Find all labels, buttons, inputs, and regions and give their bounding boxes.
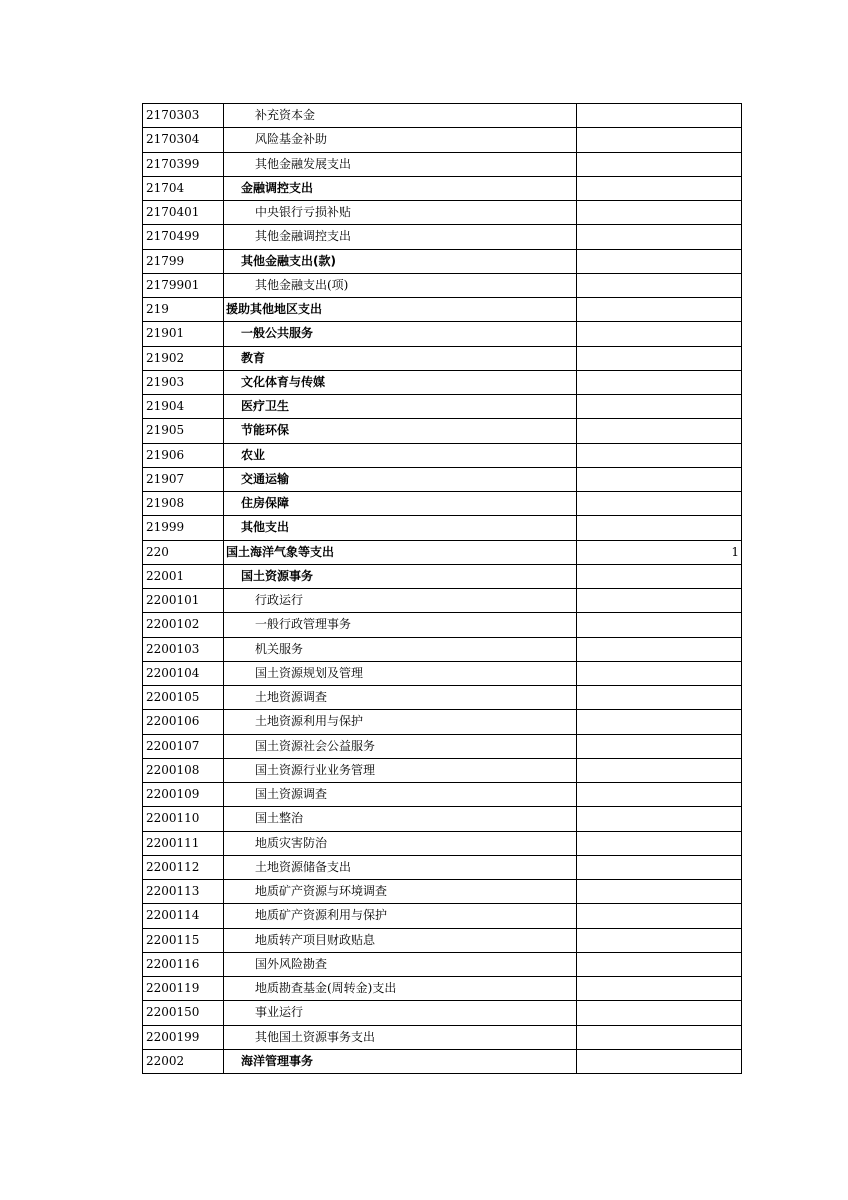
value-cell[interactable] xyxy=(577,346,742,370)
name-cell[interactable]: 文化体育与传媒 xyxy=(224,370,577,394)
name-cell[interactable]: 一般行政管理事务 xyxy=(224,613,577,637)
code-cell[interactable]: 2200108 xyxy=(143,758,224,782)
name-cell[interactable]: 其他金融发展支出 xyxy=(224,152,577,176)
code-cell[interactable]: 2200106 xyxy=(143,710,224,734)
table-row xyxy=(143,540,742,564)
name-cell[interactable]: 其他金融调控支出 xyxy=(224,225,577,249)
value-cell[interactable] xyxy=(577,370,742,394)
code-cell[interactable]: 21905 xyxy=(143,419,224,443)
code-cell[interactable]: 2200102 xyxy=(143,613,224,637)
name-cell[interactable]: 住房保障 xyxy=(224,492,577,516)
table-row xyxy=(143,783,742,807)
code-cell[interactable]: 2170499 xyxy=(143,225,224,249)
value-cell[interactable] xyxy=(577,904,742,928)
value-cell[interactable] xyxy=(577,783,742,807)
name-cell[interactable]: 交通运输 xyxy=(224,467,577,491)
value-cell[interactable] xyxy=(577,1049,742,1073)
table-row xyxy=(143,225,742,249)
table-row xyxy=(143,977,742,1001)
table-row xyxy=(143,176,742,200)
value-cell[interactable] xyxy=(577,467,742,491)
name-cell[interactable]: 国外风险勘查 xyxy=(224,952,577,976)
name-cell[interactable]: 其他国土资源事务支出 xyxy=(224,1025,577,1049)
name-cell[interactable]: 土地资源储备支出 xyxy=(224,855,577,879)
code-cell[interactable]: 219 xyxy=(143,298,224,322)
code-cell[interactable]: 2200101 xyxy=(143,589,224,613)
table-row xyxy=(143,298,742,322)
code-cell[interactable]: 2200199 xyxy=(143,1025,224,1049)
value-cell[interactable] xyxy=(577,492,742,516)
name-cell[interactable]: 其他金融支出(项) xyxy=(224,273,577,297)
table-row xyxy=(143,661,742,685)
name-cell[interactable]: 教育 xyxy=(224,346,577,370)
value-cell[interactable] xyxy=(577,176,742,200)
code-cell[interactable]: 2200104 xyxy=(143,661,224,685)
value-cell[interactable] xyxy=(577,758,742,782)
value-cell[interactable] xyxy=(577,637,742,661)
code-cell[interactable]: 21904 xyxy=(143,395,224,419)
table-row xyxy=(143,370,742,394)
value-cell[interactable] xyxy=(577,395,742,419)
value-cell[interactable] xyxy=(577,1001,742,1025)
name-cell[interactable]: 金融调控支出 xyxy=(224,176,577,200)
name-cell[interactable]: 一般公共服务 xyxy=(224,322,577,346)
code-cell[interactable]: 2170401 xyxy=(143,201,224,225)
value-cell[interactable] xyxy=(577,104,742,128)
code-cell[interactable]: 2170303 xyxy=(143,104,224,128)
name-cell[interactable]: 国土资源调查 xyxy=(224,783,577,807)
name-cell[interactable]: 节能环保 xyxy=(224,419,577,443)
value-cell[interactable] xyxy=(577,661,742,685)
table-row xyxy=(143,1001,742,1025)
name-cell[interactable]: 国土资源行业业务管理 xyxy=(224,758,577,782)
table-row xyxy=(143,855,742,879)
table-row xyxy=(143,201,742,225)
value-cell[interactable] xyxy=(577,613,742,637)
code-cell[interactable]: 2200116 xyxy=(143,952,224,976)
value-cell[interactable] xyxy=(577,128,742,152)
name-cell[interactable]: 其他金融支出(款) xyxy=(224,249,577,273)
name-cell[interactable]: 海洋管理事务 xyxy=(224,1049,577,1073)
value-cell[interactable] xyxy=(577,710,742,734)
table-row xyxy=(143,928,742,952)
code-cell[interactable]: 22002 xyxy=(143,1049,224,1073)
name-cell[interactable]: 其他支出 xyxy=(224,516,577,540)
table-row xyxy=(143,395,742,419)
name-cell[interactable]: 土地资源调查 xyxy=(224,686,577,710)
table-row xyxy=(143,443,742,467)
value-cell[interactable] xyxy=(577,322,742,346)
table-row xyxy=(143,467,742,491)
value-cell[interactable] xyxy=(577,880,742,904)
code-cell[interactable]: 2170399 xyxy=(143,152,224,176)
value-cell[interactable] xyxy=(577,225,742,249)
value-cell[interactable] xyxy=(577,807,742,831)
table-row xyxy=(143,273,742,297)
table-row xyxy=(143,564,742,588)
name-cell[interactable]: 机关服务 xyxy=(224,637,577,661)
value-cell[interactable] xyxy=(577,589,742,613)
value-cell[interactable] xyxy=(577,443,742,467)
code-cell[interactable]: 2200114 xyxy=(143,904,224,928)
value-cell[interactable] xyxy=(577,855,742,879)
value-cell[interactable] xyxy=(577,831,742,855)
name-cell[interactable]: 事业运行 xyxy=(224,1001,577,1025)
value-cell[interactable] xyxy=(577,1025,742,1049)
budget-table xyxy=(142,103,742,1074)
value-cell[interactable] xyxy=(577,977,742,1001)
name-cell[interactable]: 国土海洋气象等支出 xyxy=(224,540,577,564)
code-cell[interactable]: 2170304 xyxy=(143,128,224,152)
name-cell[interactable]: 地质转产项目财政贴息 xyxy=(224,928,577,952)
name-cell[interactable]: 行政运行 xyxy=(224,589,577,613)
table-row xyxy=(143,249,742,273)
name-cell[interactable]: 农业 xyxy=(224,443,577,467)
table-row xyxy=(143,613,742,637)
name-cell[interactable]: 地质灾害防治 xyxy=(224,831,577,855)
table-row xyxy=(143,322,742,346)
table-row xyxy=(143,492,742,516)
code-cell[interactable]: 2200110 xyxy=(143,807,224,831)
name-cell[interactable]: 地质矿产资源利用与保护 xyxy=(224,904,577,928)
code-cell[interactable]: 2179901 xyxy=(143,273,224,297)
code-cell[interactable]: 2200103 xyxy=(143,637,224,661)
table-row xyxy=(143,346,742,370)
value-cell[interactable]: 1 xyxy=(577,540,742,564)
code-cell[interactable]: 21799 xyxy=(143,249,224,273)
name-cell[interactable]: 国土资源事务 xyxy=(224,564,577,588)
code-cell[interactable]: 2200111 xyxy=(143,831,224,855)
code-cell[interactable]: 2200119 xyxy=(143,977,224,1001)
value-cell[interactable] xyxy=(577,928,742,952)
code-cell[interactable]: 220 xyxy=(143,540,224,564)
table-row xyxy=(143,686,742,710)
value-cell[interactable] xyxy=(577,952,742,976)
code-cell[interactable]: 21906 xyxy=(143,443,224,467)
code-cell[interactable]: 2200150 xyxy=(143,1001,224,1025)
code-cell[interactable]: 21903 xyxy=(143,370,224,394)
code-cell[interactable]: 2200105 xyxy=(143,686,224,710)
table-row xyxy=(143,128,742,152)
table-row xyxy=(143,952,742,976)
code-cell[interactable]: 2200112 xyxy=(143,855,224,879)
code-cell[interactable]: 21907 xyxy=(143,467,224,491)
name-cell[interactable]: 补充资本金 xyxy=(224,104,577,128)
code-cell[interactable]: 21999 xyxy=(143,516,224,540)
table-row xyxy=(143,758,742,782)
name-cell[interactable]: 国土整治 xyxy=(224,807,577,831)
name-cell[interactable]: 地质勘查基金(周转金)支出 xyxy=(224,977,577,1001)
value-cell[interactable] xyxy=(577,152,742,176)
table-body xyxy=(143,104,742,1074)
value-cell[interactable] xyxy=(577,516,742,540)
code-cell[interactable]: 21908 xyxy=(143,492,224,516)
table-row xyxy=(143,1025,742,1049)
table-row xyxy=(143,104,742,128)
table-row xyxy=(143,516,742,540)
code-cell[interactable]: 21901 xyxy=(143,322,224,346)
value-cell[interactable] xyxy=(577,201,742,225)
table-row xyxy=(143,734,742,758)
table-row xyxy=(143,710,742,734)
code-cell[interactable]: 22001 xyxy=(143,564,224,588)
table-row xyxy=(143,1049,742,1073)
table-row xyxy=(143,880,742,904)
table-row xyxy=(143,152,742,176)
code-cell[interactable]: 2200115 xyxy=(143,928,224,952)
table-row xyxy=(143,807,742,831)
value-cell[interactable] xyxy=(577,564,742,588)
code-cell[interactable]: 2200109 xyxy=(143,783,224,807)
name-cell[interactable]: 中央银行亏损补贴 xyxy=(224,201,577,225)
table-row xyxy=(143,637,742,661)
table-row xyxy=(143,589,742,613)
name-cell[interactable]: 土地资源利用与保护 xyxy=(224,710,577,734)
value-cell[interactable] xyxy=(577,734,742,758)
code-cell[interactable]: 2200113 xyxy=(143,880,224,904)
value-cell[interactable] xyxy=(577,298,742,322)
name-cell[interactable]: 国土资源规划及管理 xyxy=(224,661,577,685)
value-cell[interactable] xyxy=(577,419,742,443)
name-cell[interactable]: 国土资源社会公益服务 xyxy=(224,734,577,758)
name-cell[interactable]: 援助其他地区支出 xyxy=(224,298,577,322)
table-row xyxy=(143,831,742,855)
value-cell[interactable] xyxy=(577,249,742,273)
name-cell[interactable]: 地质矿产资源与环境调查 xyxy=(224,880,577,904)
table-row xyxy=(143,419,742,443)
table-row xyxy=(143,904,742,928)
value-cell[interactable] xyxy=(577,273,742,297)
name-cell[interactable]: 风险基金补助 xyxy=(224,128,577,152)
code-cell[interactable]: 2200107 xyxy=(143,734,224,758)
name-cell[interactable]: 医疗卫生 xyxy=(224,395,577,419)
code-cell[interactable]: 21704 xyxy=(143,176,224,200)
code-cell[interactable]: 21902 xyxy=(143,346,224,370)
value-cell[interactable] xyxy=(577,686,742,710)
